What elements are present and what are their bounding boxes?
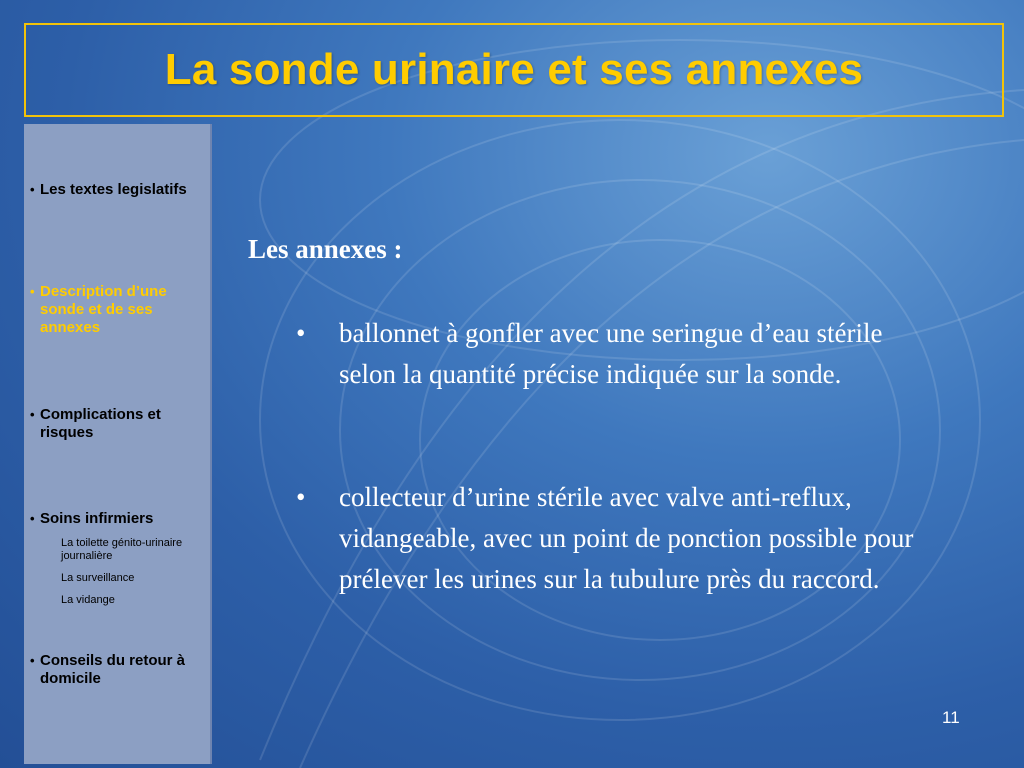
sidebar-item-label: Description d’une sonde et de ses annexes xyxy=(40,283,167,336)
page-title: La sonde urinaire et ses annexes xyxy=(164,45,864,94)
bullet-icon: • xyxy=(30,284,35,299)
sidebar-item-label: Complications et risques xyxy=(40,406,161,441)
sidebar-subitem-toilette[interactable]: La toilette génito-urinaire journalière xyxy=(61,537,183,562)
title-frame xyxy=(24,23,1004,117)
bullet-icon: • xyxy=(30,653,35,668)
sidebar-item-textes-legislatifs[interactable] xyxy=(30,181,206,199)
sidebar-item-complications[interactable] xyxy=(30,406,206,442)
content-heading: Les annexes : xyxy=(248,234,403,264)
sidebar-nav xyxy=(24,124,212,764)
content-bullet xyxy=(296,477,936,600)
content-bullet-text: ballonnet à gonfler avec une seringue d’eau stérile selon la quantité précise indiquée sur la sonde. xyxy=(339,318,883,389)
sidebar-item-soins-infirmiers[interactable] xyxy=(30,510,206,528)
bullet-icon: • xyxy=(296,318,306,348)
content-bullet-text: collecteur d’urine stérile avec valve anti-reflux, vidangeable, avec un point de ponction possible pour prélever les urines sur la tubulure près du raccord. xyxy=(339,482,914,594)
page-number: 11 xyxy=(942,708,960,727)
content-bullet xyxy=(296,313,936,395)
sidebar-item-label: Soins infirmiers xyxy=(40,510,154,527)
sidebar-subitem-vidange[interactable]: La vidange xyxy=(61,594,115,606)
sidebar-item-conseils[interactable] xyxy=(30,652,206,688)
bullet-icon: • xyxy=(30,182,35,197)
bullet-icon: • xyxy=(30,407,35,422)
bullet-icon: • xyxy=(296,482,306,512)
sidebar-item-description[interactable] xyxy=(30,283,206,337)
sidebar-item-label: Conseils du retour à domicile xyxy=(40,652,186,687)
bullet-icon: • xyxy=(30,511,35,526)
sidebar-subitem-surveillance[interactable]: La surveillance xyxy=(61,572,135,584)
sidebar-item-label: Les textes legislatifs xyxy=(40,181,187,198)
